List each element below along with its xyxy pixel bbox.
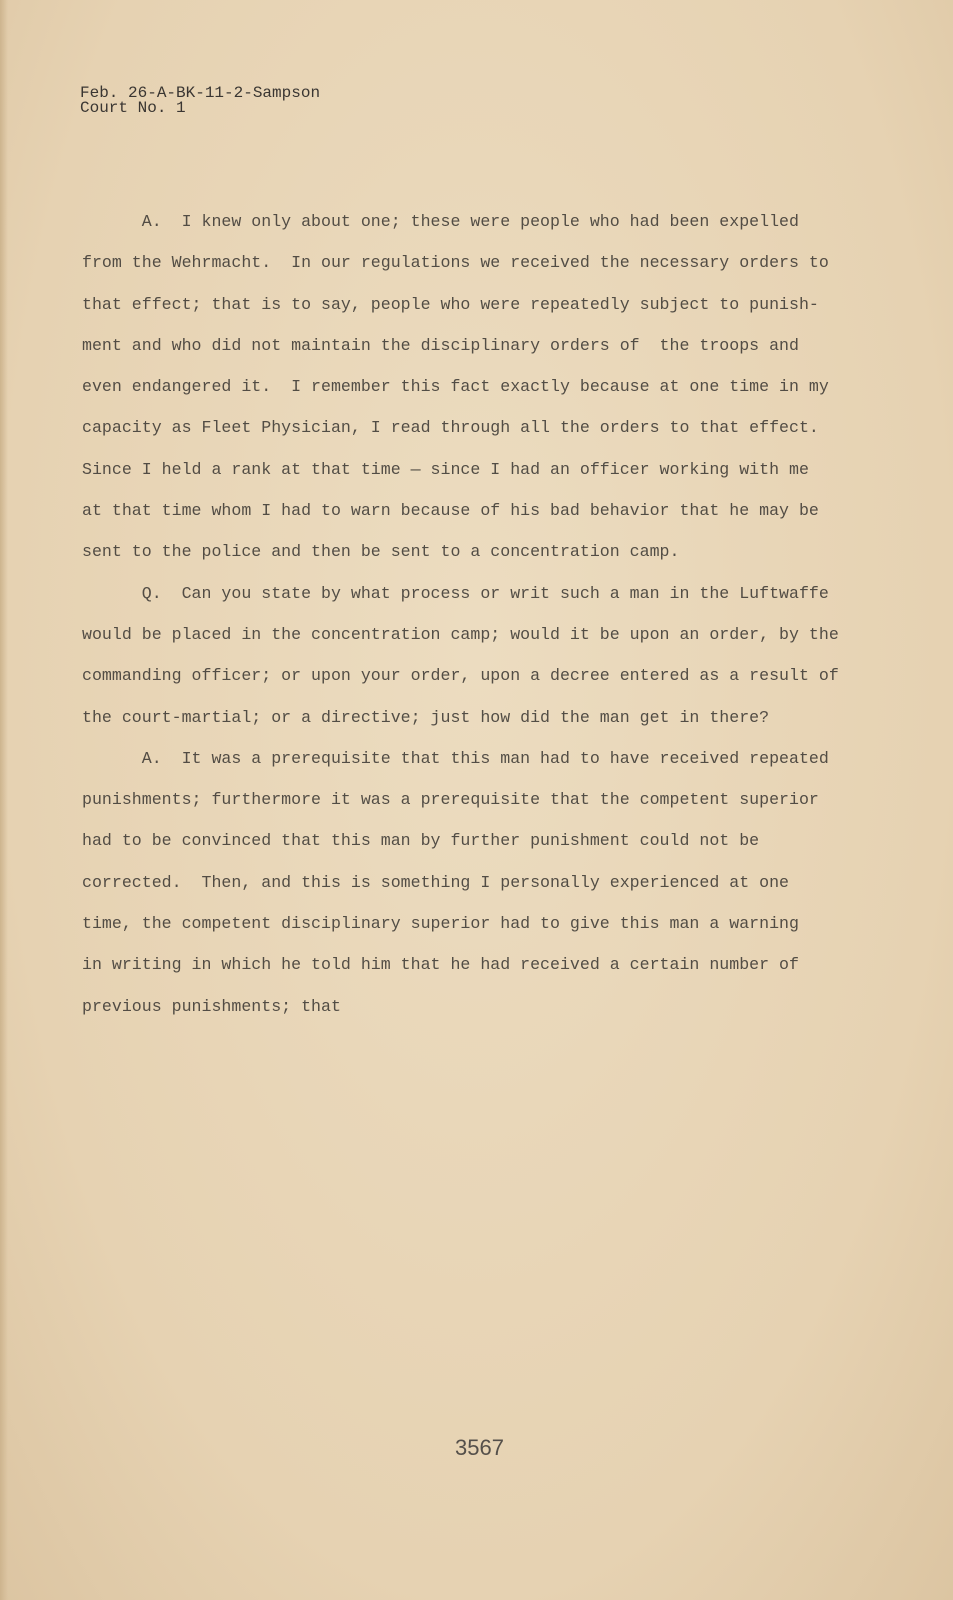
court-number: Court No. 1 bbox=[80, 99, 186, 117]
transcript-line: commanding officer; or upon your order, upon a decree entered as a result of bbox=[82, 666, 839, 686]
transcript-line: Since I held a rank at that time — since I had an officer working with me bbox=[82, 459, 809, 479]
transcript-line: capacity as Fleet Physician, I read through all the orders to that effect. bbox=[82, 418, 819, 438]
transcript-line: from the Wehrmacht. In our regulations we received the necessary orders to bbox=[82, 253, 829, 273]
transcript-line: in writing in which he told him that he had received a certain number of bbox=[82, 955, 799, 975]
transcript-line: sent to the police and then be sent to a concentration camp. bbox=[82, 542, 680, 562]
transcript-line: at that time whom I had to warn because of his bad behavior that he may be bbox=[82, 501, 819, 521]
transcript-line: punishments; furthermore it was a prerequisite that the competent superior bbox=[82, 790, 819, 810]
transcript-line: A. It was a prerequisite that this man had to have received repeated bbox=[82, 748, 829, 768]
transcript-line: even endangered it. I remember this fact exactly because at one time in my bbox=[82, 377, 829, 397]
transcript-line: previous punishments; that bbox=[82, 996, 341, 1016]
paper-edge-left bbox=[0, 0, 8, 1600]
transcript-line: corrected. Then, and this is something I personally experienced at one bbox=[82, 872, 790, 892]
document-header bbox=[80, 86, 320, 116]
transcript-line: the court-martial; or a directive; just how did the man get in there? bbox=[82, 707, 770, 727]
transcript-line: would be placed in the concentration camp; would it be upon an order, by the bbox=[82, 624, 839, 644]
transcript-line: had to be convinced that this man by further punishment could not be bbox=[82, 831, 760, 851]
transcript-line: Q. Can you state by what process or writ such a man in the Luftwaffe bbox=[82, 583, 829, 603]
transcript-body bbox=[82, 201, 839, 1027]
transcript-line: time, the competent disciplinary superior had to give this man a warning bbox=[82, 914, 799, 934]
transcript-line: ment and who did not maintain the disciplinary orders of the troops and bbox=[82, 335, 799, 355]
transcript-line: A. I knew only about one; these were people who had been expelled bbox=[82, 212, 799, 231]
transcript-line: that effect; that is to say, people who were repeatedly subject to punish- bbox=[82, 294, 819, 314]
case-reference: Feb. 26-A-BK-11-2-Sampson bbox=[80, 84, 321, 102]
page-number: 3567 bbox=[455, 1435, 504, 1460]
